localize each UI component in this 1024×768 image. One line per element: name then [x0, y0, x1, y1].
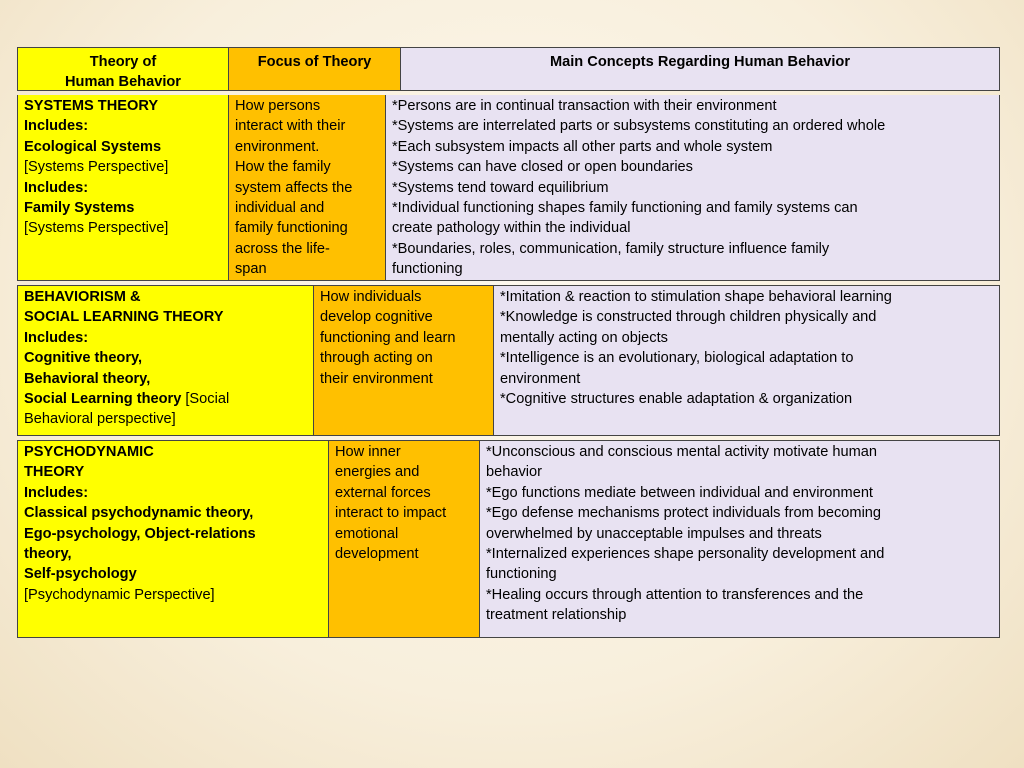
concept-line: create pathology within the individual	[392, 220, 631, 237]
concept-line: *Ego functions mediate between individual and environment	[486, 484, 873, 501]
concept-line: *Imitation & reaction to stimulation shape behavioral learning	[500, 289, 892, 305]
theory-perspective: [Psychodynamic Perspective]	[24, 586, 215, 603]
concept-line: *Unconscious and conscious mental activity motivate human	[486, 444, 877, 460]
theory-line: Family Systems	[24, 200, 135, 217]
focus-cell	[328, 441, 479, 637]
header-theory-line: Theory of	[89, 54, 157, 70]
focus-line: interact to impact	[335, 505, 447, 522]
theory-cell	[18, 95, 228, 280]
theory-line: theory,	[24, 546, 72, 563]
focus-cell	[228, 95, 385, 280]
concept-line: *Systems tend toward equilibrium	[392, 179, 609, 196]
theory-line: Ego-psychology, Object-relations	[24, 525, 256, 542]
theory-line: Includes:	[24, 484, 89, 501]
theory-line: Cognitive theory,	[24, 350, 143, 367]
concept-line: *Systems can have closed or open boundaries	[392, 159, 693, 176]
header-concepts	[400, 48, 999, 90]
theory-line-bold: Social Learning theory	[24, 391, 182, 408]
concept-line: mentally acting on objects	[500, 329, 668, 346]
theory-line: Self-psychology	[24, 566, 137, 583]
focus-line: external forces	[335, 484, 431, 501]
table-row	[17, 285, 1000, 436]
theory-perspective: [Systems Perspective]	[24, 159, 169, 176]
concept-line: *Internalized experiences shape personality development and	[486, 546, 885, 563]
focus-line: How persons	[235, 98, 321, 114]
concept-line: *Intelligence is an evolutionary, biological adaptation to	[500, 350, 854, 367]
focus-line: emotional	[335, 525, 399, 542]
focus-line: functioning and learn	[320, 329, 456, 346]
focus-line: across the life-	[235, 240, 330, 257]
concept-line: *Healing occurs through attention to transferences and the	[486, 586, 864, 603]
focus-line: How the family	[235, 159, 331, 176]
theory-line: Includes:	[24, 118, 89, 135]
theory-line-rest: [Social	[181, 391, 230, 408]
header-concepts-label: Main Concepts Regarding Human Behavior	[549, 54, 851, 70]
table-row	[17, 95, 1000, 281]
concept-line: *Knowledge is constructed through children physically and	[500, 309, 877, 326]
concept-line: behavior	[486, 464, 542, 481]
theory-cell	[18, 286, 313, 435]
table-header-row	[17, 47, 1000, 91]
theory-table	[17, 47, 1000, 638]
header-focus-label: Focus of Theory	[257, 54, 372, 70]
header-focus	[228, 48, 400, 90]
theory-cell	[18, 441, 328, 637]
focus-line: development	[335, 546, 419, 563]
concept-line: *Persons are in continual transaction with their environment	[392, 98, 777, 114]
theory-line: Behavioral theory,	[24, 370, 151, 387]
focus-line: environment.	[235, 138, 320, 155]
concept-line: environment	[500, 370, 581, 387]
concept-line: treatment relationship	[486, 607, 627, 624]
theory-name: SOCIAL LEARNING THEORY	[24, 309, 224, 326]
theory-line: Classical psychodynamic theory,	[24, 505, 254, 522]
concept-line: *Cognitive structures enable adaptation & organization	[500, 391, 853, 408]
focus-line: their environment	[320, 370, 433, 387]
focus-line: energies and	[335, 464, 420, 481]
theory-line	[24, 389, 307, 409]
focus-line: individual and	[235, 200, 325, 217]
focus-line: system affects the	[235, 179, 353, 196]
focus-line: through acting on	[320, 350, 433, 367]
table-row	[17, 440, 1000, 638]
theory-perspective: Behavioral perspective]	[24, 411, 176, 428]
theory-name: SYSTEMS THEORY	[24, 98, 159, 114]
theory-name: THEORY	[24, 464, 85, 481]
focus-line: interact with their	[235, 118, 346, 135]
header-theory-line: Human Behavior	[65, 74, 181, 90]
theory-line: Includes:	[24, 179, 89, 196]
theory-name: PSYCHODYNAMIC	[24, 444, 154, 460]
theory-line: Includes:	[24, 329, 89, 346]
concepts-cell	[479, 441, 999, 637]
concept-line: *Systems are interrelated parts or subsystems constituting an ordered whole	[392, 118, 886, 135]
concept-line: *Individual functioning shapes family functioning and family systems can	[392, 200, 858, 217]
concepts-cell	[385, 95, 999, 280]
concept-line: functioning	[486, 566, 557, 583]
focus-cell	[313, 286, 493, 435]
focus-line: span	[235, 261, 267, 278]
concept-line: functioning	[392, 261, 463, 278]
focus-line: develop cognitive	[320, 309, 433, 326]
header-theory	[18, 48, 228, 90]
concept-line: *Ego defense mechanisms protect individuals from becoming	[486, 505, 882, 522]
concept-line: overwhelmed by unacceptable impulses and threats	[486, 525, 822, 542]
theory-line: Ecological Systems	[24, 138, 162, 155]
focus-line: How inner	[335, 444, 401, 460]
concept-line: *Boundaries, roles, communication, family structure influence family	[392, 240, 830, 257]
focus-line: How individuals	[320, 289, 422, 305]
theory-name: BEHAVIORISM &	[24, 289, 141, 305]
concept-line: *Each subsystem impacts all other parts and whole system	[392, 138, 773, 155]
focus-line: family functioning	[235, 220, 348, 237]
concepts-cell	[493, 286, 999, 435]
theory-perspective: [Systems Perspective]	[24, 220, 169, 237]
